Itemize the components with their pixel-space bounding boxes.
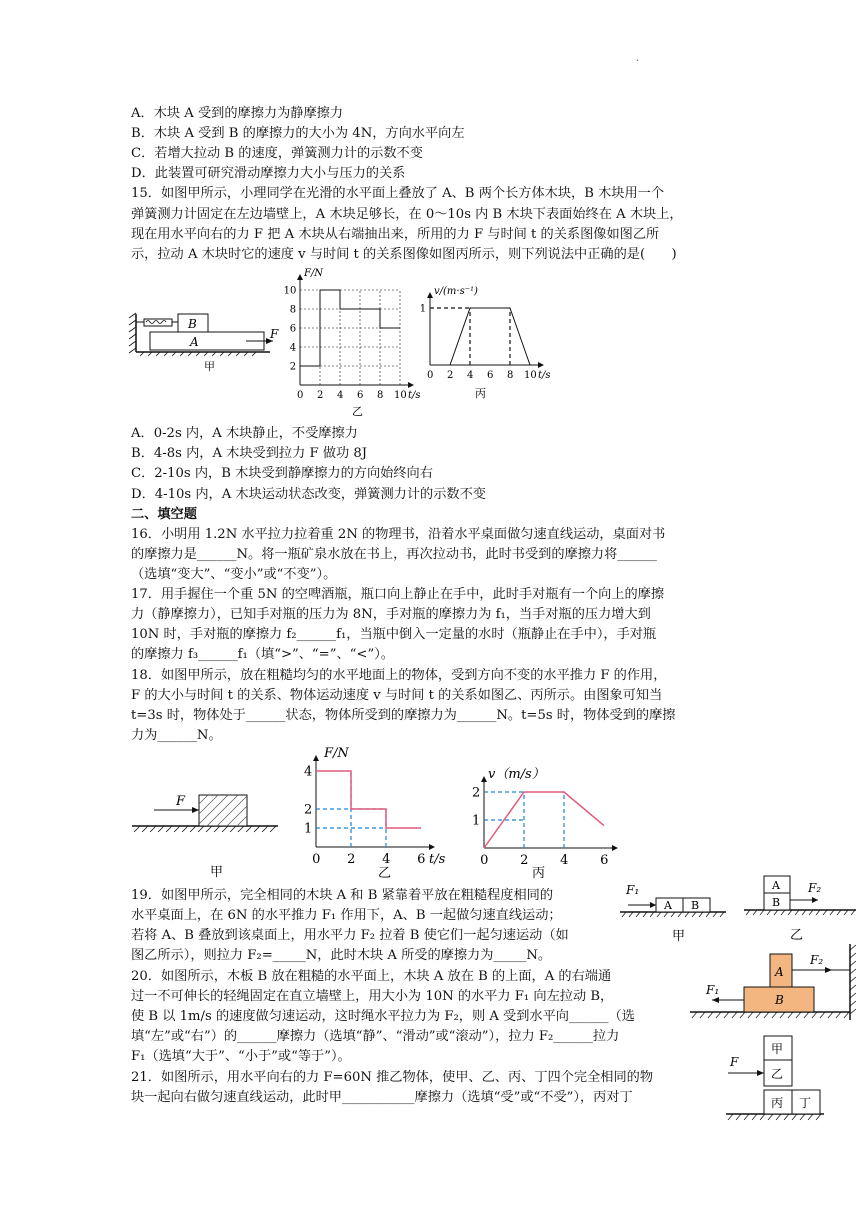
x-tick-label: 4: [337, 390, 344, 401]
x-tick-label: 6: [600, 853, 609, 868]
x-tick-label: 0: [480, 853, 489, 868]
fig20-f2-label: F₂: [810, 953, 824, 967]
text-line: B．木块 A 受到 B 的摩擦力的大小为 4N，方向水平向左: [131, 126, 465, 141]
fig19-yi-block-a: A: [772, 879, 780, 892]
x-tick-label: 6: [417, 852, 426, 867]
fig15-jia-caption: 甲: [204, 360, 215, 373]
x-tick-label: 4: [467, 370, 474, 381]
y-axis-arrow: [313, 755, 319, 761]
text-line: 的摩擦力是______N。将一瓶矿泉水放在书上，再次拉动书，此时书受到的摩擦力将______: [131, 547, 657, 562]
fig19-jia-block-a: A: [664, 899, 672, 912]
x-tick-label: 2: [447, 370, 454, 381]
y-tick-label: 2: [289, 361, 297, 373]
text-line: 若将 A、B 叠放到该桌面上，用水平力 F₂ 拉着 B 使它们一起匀速运动（如: [131, 928, 569, 943]
text-line: 20．如图所示，木板 B 放在粗糙的水平面上，木块 A 放在 B 的上面，A 的右端通: [131, 969, 612, 984]
y-tick-label: 10: [283, 285, 297, 297]
text-line: 10N 时，手对瓶的摩擦力 f₂______f₁，当瓶中倒入一定量的水时（瓶静止在手中），手对瓶: [131, 627, 657, 642]
x-tick-label: 8: [377, 390, 384, 401]
text-line: F₁（选填“大于”、“小于”或“等于”）。: [131, 1049, 351, 1064]
text-line: t=3s 时，物体处于______状态，物体所受到的摩擦力为______N。t=5s 时，物体受到的摩擦: [131, 708, 676, 723]
y-axis-arrow: [427, 292, 433, 298]
text-line: A．0-2s 内，A 木块静止，不受摩擦力: [131, 426, 358, 441]
fig18-yi-caption: 乙: [378, 866, 392, 881]
fig18-bing-chart: [470, 756, 620, 890]
fig19-jia-caption: 甲: [672, 929, 686, 944]
x-tick-label: 10: [394, 390, 407, 401]
text-line: 19．如图甲所示，完全相同的木块 A 和 B 紧靠着平放在粗糙程度相同的: [131, 888, 554, 903]
x-tick-label: 8: [507, 370, 514, 381]
text-line: （选填“变大”、“变小”或“不变”）。: [131, 567, 337, 582]
text-line: C．2-10s 内，B 木块受到静摩擦力的方向始终向右: [131, 466, 433, 481]
text-line: 17．用手握住一个重 5N 的空啤酒瓶，瓶口向上静止在手中，此时手对瓶有一个向上的摩擦: [131, 587, 665, 602]
x-axis-arrow: [538, 362, 544, 368]
text-line: 力为______N。: [131, 728, 222, 743]
x-tick-label: 2: [520, 853, 529, 868]
text-line: A．木块 A 受到的摩擦力为静摩擦力: [131, 106, 344, 121]
text-line: 块一起向右做匀速直线运动，此时甲___________摩擦力（选填“受”或“不受”），丙对丁: [131, 1090, 633, 1105]
fig15-block-b-label: B: [188, 317, 197, 331]
x-axis-label: t/s: [538, 370, 551, 381]
fig21-yi-label: 乙: [771, 1067, 784, 1081]
x-tick-label: 4: [382, 852, 391, 867]
fig15-force-label: F: [270, 327, 279, 341]
text-line: C．若增大拉动 B 的速度，弹簧测力计的示数不变: [131, 146, 423, 161]
fig21: [726, 1032, 826, 1126]
text-line: D．此装置可研究滑动摩擦力大小与压力的关系: [131, 166, 406, 181]
fig18-force-label: F: [176, 794, 186, 809]
text-line: 力（静摩擦力），已知手对瓶的压力为 8N，手对瓶的摩擦力为 f₁，当手对瓶的压力增大到: [131, 607, 651, 622]
text-line: D．4-10s 内，A 木块运动状态改变，弹簧测力计的示数不变: [131, 487, 486, 502]
fig21-bing-label: 丙: [771, 1096, 784, 1110]
x-tick-label: 0: [297, 390, 304, 401]
text-line: F 的大小与时间 t 的关系、物体运动速度 v 与时间 t 的关系如图乙、丙所示。由图象可知当: [131, 688, 663, 703]
x-axis-arrow: [612, 845, 618, 851]
fig21-force-label: F: [730, 1055, 739, 1069]
text-line: 图乙所示），则拉力 F₂=_____N，此时木块 A 所受的摩擦力为_____N。: [131, 948, 552, 963]
text-line: 18．如图甲所示，放在粗糙均匀的水平地面上的物体，受到方向不变的水平推力 F 的作用，: [131, 668, 667, 683]
text-line: 现在用水平向右的力 F 把 A 木块从右端抽出来，所用的力 F 与时间 t 的关系图像如图乙所: [131, 227, 660, 242]
y-tick-label: 8: [289, 304, 297, 316]
y-axis-label: v/(m·s⁻¹): [434, 286, 478, 297]
fig18-yi-chart: [296, 736, 466, 890]
x-tick-label: 4: [560, 853, 569, 868]
fig21-ding-label: 丁: [799, 1096, 812, 1110]
fig19-f2-label: F₂: [808, 881, 822, 895]
fig15-bing-chart: [414, 270, 554, 404]
x-tick-label: 10: [524, 370, 537, 381]
y-axis-label: v（m/s）: [488, 767, 545, 782]
fig19-yi-block-b: B: [772, 896, 781, 909]
fig20-f1-label: F₁: [706, 983, 720, 997]
y-tick-label: 1: [419, 303, 427, 315]
y-axis-label: F/N: [324, 746, 349, 761]
data-series-line: [430, 308, 530, 365]
fig19-jia-block-b: B: [691, 899, 700, 912]
y-tick-label: 2: [303, 802, 313, 818]
text-line: 弹簧测力计固定在左边墙壁上，A 木块足够长，在 0～10s 内 B 木块下表面始终在 A 木块上，: [131, 207, 683, 222]
text-line: 16．小明用 1.2N 水平拉力拉着重 2N 的物理书，沿着水平桌面做匀速直线运动，桌面对书: [131, 527, 666, 542]
text-line: 示，拉动 A 木块时它的速度 v 与时间 t 的关系图像如图丙所示，则下列说法中正确的是( ): [131, 247, 677, 262]
x-tick-label: 2: [347, 852, 356, 867]
y-tick-label: 2: [471, 785, 481, 801]
text-line: 21．如图所示，用水平向右的力 F=60N 推乙物体，使甲、乙、丙、丁四个完全相同的物: [131, 1070, 654, 1085]
text-line: B．4-8s 内，A 木块受到拉力 F 做功 8J: [131, 446, 368, 461]
text-line: 过一不可伸长的轻绳固定在直立墙壁上，用大小为 10N 的水平力 F₁ 向左拉动 B，: [131, 989, 614, 1004]
fig19-yi-caption: 乙: [790, 928, 804, 943]
text-line: 填“左”或“右”）的______摩擦力（选填“静”、“滑动”或“滚动”），拉力 F₂______拉力: [131, 1029, 620, 1044]
corner-mark: ·: [636, 56, 640, 67]
fig20: [690, 942, 858, 1030]
text-line: 水平桌面上，在 6N 的水平推力 F₁ 作用下，A、B 一起做匀速直线运动；: [131, 908, 562, 923]
fig18-jia: [132, 790, 282, 894]
data-series-line: [316, 771, 421, 828]
y-axis-arrow: [481, 776, 487, 782]
fig18-jia-caption: 甲: [210, 865, 224, 880]
y-axis-arrow: [297, 274, 303, 280]
y-tick-label: 6: [289, 323, 297, 335]
y-tick-label: 1: [303, 821, 313, 837]
fig21-jia-label: 甲: [771, 1042, 784, 1056]
section-heading: 二、填空题: [131, 507, 197, 522]
fig15-yi-chart: [280, 258, 420, 422]
x-axis-label: t/s: [408, 390, 420, 401]
y-axis-label: F/N: [304, 268, 324, 279]
fig15-jia: [128, 296, 288, 380]
x-tick-label: 6: [357, 390, 364, 401]
x-tick-label: 0: [427, 370, 434, 381]
fig15-bing-caption: 丙: [475, 387, 486, 400]
y-tick-label: 4: [289, 342, 297, 354]
fig20-block-b-label: B: [775, 993, 784, 1007]
fig15-block-a-label: A: [190, 335, 199, 349]
fig18-bing-caption: 丙: [532, 866, 546, 881]
x-axis-arrow: [429, 844, 435, 850]
text-line: 的摩擦力 f₃______f₁（填“>”、“=”、“<”）。: [131, 647, 394, 662]
x-tick-label: 6: [487, 370, 494, 381]
text-line: 使 B 以 1m/s 的速度做匀速运动，这时绳水平拉力为 F₂，则 A 受到水平向______（选: [131, 1009, 635, 1024]
x-tick-label: 0: [312, 852, 321, 867]
fig15-yi-caption: 乙: [352, 405, 363, 418]
y-tick-label: 1: [471, 813, 481, 829]
y-tick-label: 4: [303, 764, 313, 780]
x-tick-label: 2: [317, 390, 324, 401]
x-axis-label: t/s: [429, 852, 446, 867]
fig20-block-a-label: A: [775, 965, 784, 979]
text-line: 15．如图甲所示，小理同学在光滑的水平面上叠放了 A、B 两个长方体木块，B 木块用一个: [131, 186, 665, 201]
fig19-jia: [620, 880, 730, 948]
fig19-yi: [744, 872, 860, 948]
fig19-f1-label: F₁: [626, 883, 640, 897]
